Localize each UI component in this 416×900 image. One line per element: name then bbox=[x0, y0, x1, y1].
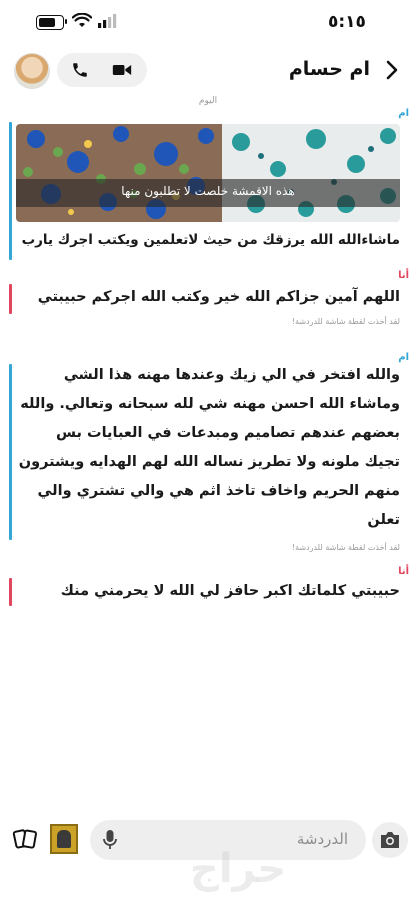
fabric-photo bbox=[16, 124, 400, 222]
message-line: منهم الحريم واخاف تاخذ اثم هي والي تشتري والي bbox=[37, 483, 400, 499]
message-text: اللهم آمين جزاكم الله خير وكتب الله اجركم حبيبتي bbox=[37, 289, 400, 305]
status-bar bbox=[0, 0, 416, 46]
call-buttons bbox=[57, 53, 147, 87]
message-line: تجيك ملونه ولا تطريز نساله الله لهم الهدايه ويشترون bbox=[18, 454, 400, 470]
avatar[interactable] bbox=[14, 53, 50, 89]
chat-input-placeholder: الدردشة bbox=[296, 830, 348, 848]
wifi-icon bbox=[72, 13, 92, 29]
screenshot-notice: لقد أخذت لقطة شاشة للدردشة! bbox=[291, 543, 400, 552]
battery-icon bbox=[36, 15, 64, 30]
video-call-button[interactable] bbox=[107, 57, 137, 83]
phone-icon bbox=[71, 61, 89, 79]
message-text: ماشاءالله الله يرزقك من حيث لاتعلمين ويكتب اجرك يارب bbox=[21, 232, 400, 248]
camera-button[interactable] bbox=[372, 822, 408, 858]
voice-call-button[interactable] bbox=[65, 57, 95, 83]
signal-icon bbox=[98, 14, 118, 28]
status-time: ٥:١٥ bbox=[328, 12, 366, 32]
message-bar-them bbox=[9, 122, 12, 260]
day-separator: اليوم bbox=[198, 96, 218, 106]
sender-label-me: أنا bbox=[398, 270, 409, 281]
chat-header bbox=[0, 46, 416, 96]
microphone-icon[interactable] bbox=[102, 829, 118, 851]
camera-icon bbox=[379, 831, 401, 849]
sender-label-them: ام bbox=[398, 108, 409, 119]
media-snap[interactable] bbox=[16, 124, 400, 222]
message-line: وماشاء الله احسن مهنه شي لله سبحانه وتعالي. والله bbox=[20, 396, 400, 412]
screenshot-notice: لقد أخذت لقطة شاشة للدردشة! bbox=[291, 317, 400, 326]
message-text: حبيبتي كلماتك اكبر حافز لي الله لا يحرمني منك bbox=[60, 583, 400, 599]
battery-tip bbox=[65, 19, 67, 24]
sticker-button[interactable] bbox=[50, 824, 78, 854]
message-bar-them bbox=[9, 364, 12, 540]
contact-name[interactable]: ام حسام bbox=[288, 58, 370, 80]
video-camera-icon bbox=[112, 62, 132, 78]
watermark-logo: حراج bbox=[190, 846, 287, 892]
message-line: والله افتخر في الي زيك وعندها مهنه هذا الشي bbox=[63, 367, 400, 383]
message-line: بعضهم عندهم تصاميم ومبدعات في العبايات بس bbox=[56, 425, 400, 441]
media-caption: هذه الاقمشة خلصت لا تطلبون منها bbox=[121, 184, 295, 198]
chevron-right-icon bbox=[386, 60, 398, 80]
cards-icon[interactable] bbox=[12, 827, 38, 851]
message-bar-me bbox=[9, 578, 12, 606]
sender-label-me: أنا bbox=[398, 566, 409, 577]
back-button[interactable] bbox=[382, 58, 402, 82]
message-line: تعلن bbox=[367, 512, 400, 528]
message-bar-me bbox=[9, 284, 12, 314]
sender-label-them: ام bbox=[398, 352, 409, 363]
